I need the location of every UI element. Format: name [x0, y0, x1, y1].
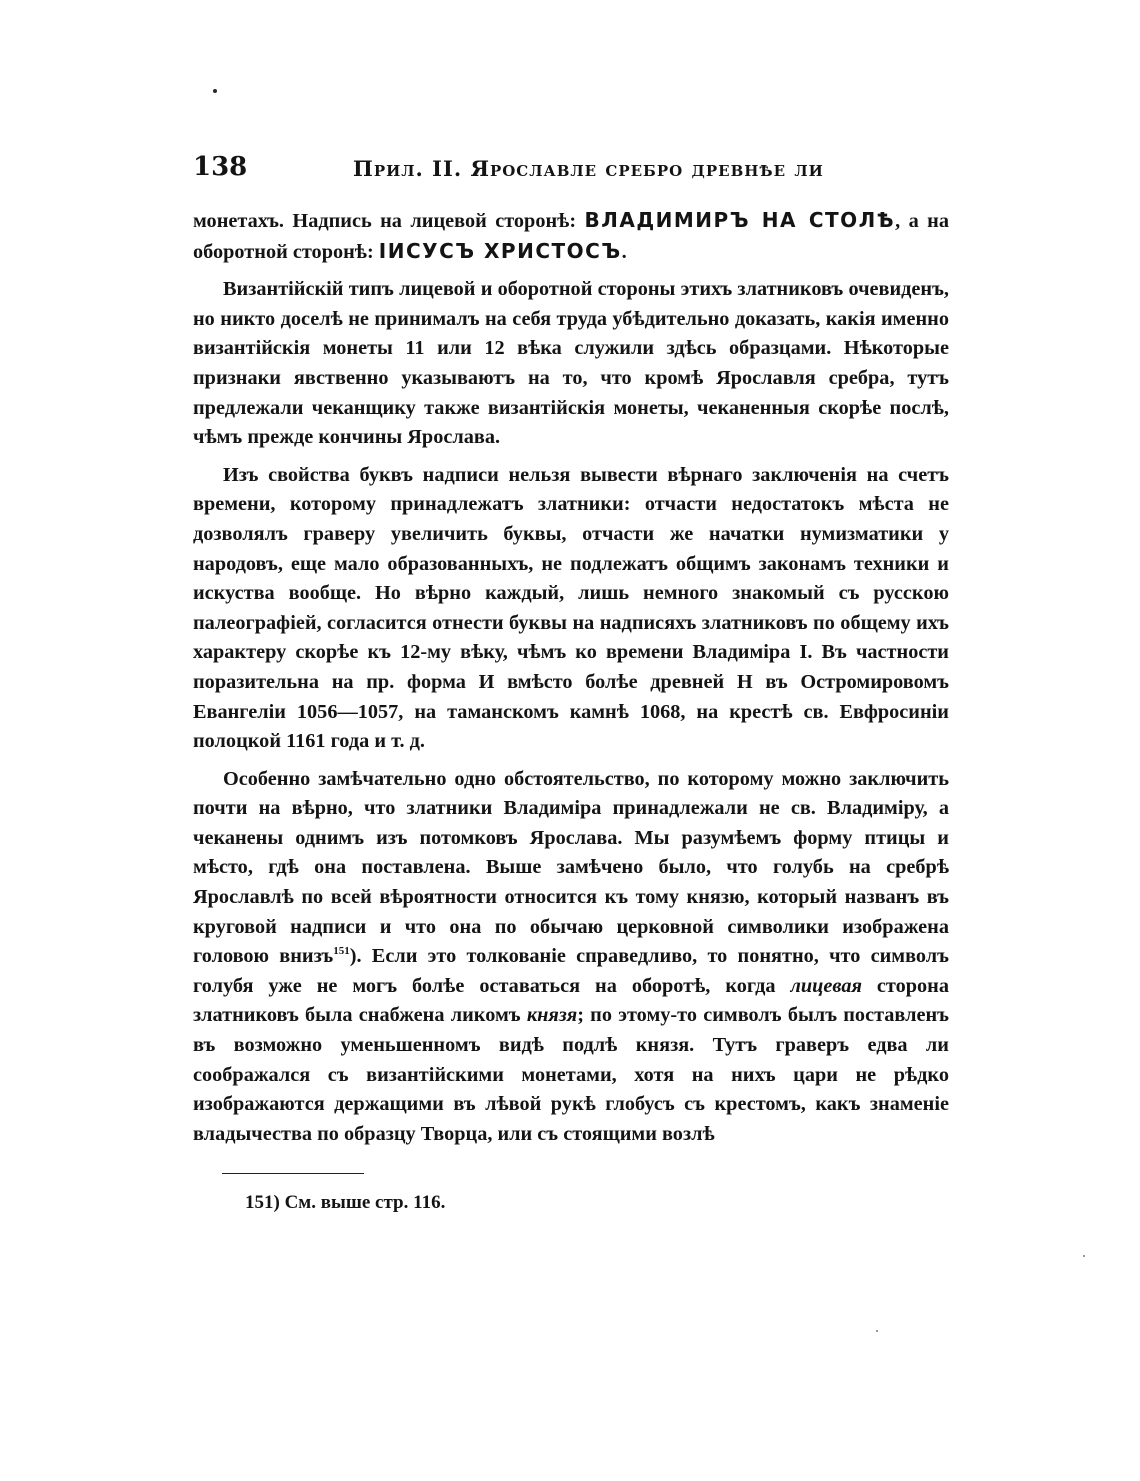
reverse-inscription: ІИСУСЪ ХРИСТОСЪ [378, 238, 622, 263]
paragraph-3: Изъ свойства буквъ надписи нельзя вывести вѣрнаго заключенія на счетъ времени, которому принадлежатъ златники: отчасти недостатокъ мѣста не дозволялъ граверу увеличить буквы, отчасти же начатки нумизматики у народовъ, еще мало образованныхъ, не подлежатъ общимъ законамъ техники и искуства вообще. Но вѣрно каждый, лишь немного знакомый съ русскою палеографіей, согласится отнести буквы на надписяхъ златниковъ по общему ихъ характеру скорѣе къ 12-му вѣку, чѣмъ ко времени Владиміра I. Въ частности поразительна на пр. форма И вмѣсто болѣе древней Н въ Остромировомъ Евангеліи 1056—1057, на таманскомъ камнѣ 1068, на крестѣ св. Евфросиніи полоцкой 1161 года и т. д. [193, 463, 949, 753]
main-text [193, 206, 949, 1157]
running-title: Прил. II. Ярославле сребро древнѣе ли [353, 156, 824, 181]
paragraph-1-text-b: , а на оборотной сторонѣ: [193, 210, 949, 263]
ink-speck [1083, 1255, 1085, 1257]
emphasis-knyazya: князя [526, 1004, 578, 1027]
ink-speck [876, 1330, 878, 1332]
footnote: 151) См. выше стр. 116. [245, 1192, 446, 1213]
paragraph-1-text-c: . [621, 240, 627, 263]
paragraph-4-text-a: Особенно замѣчательно одно обстоятельство, по которому можно заключить почти на вѣрно, что златники Владиміра принадлежали не св. Владиміру, а чеканены однимъ изъ потомковъ Ярослава. Мы разумѣемъ форму птицы и мѣсто, гдѣ она поставлена. Выше замѣчено было, что голубь на сребрѣ Ярославлѣ по всей вѣроятности относится къ тому князю, который названъ въ круговой надписи и что она по обычаю церковной символики изображена головою внизъ [193, 767, 949, 968]
page-number: 138 [193, 152, 248, 182]
paragraph-2: Византійскій типъ лицевой и оборотной стороны этихъ златниковъ очевиденъ, но никто доселѣ не принималъ на себя труда убѣдительно доказать, какія именно византійскія монеты 11 или 12 вѣка служили здѣсь образцами. Нѣкоторые признаки явственно указываютъ на то, что кромѣ Ярославля сребра, тутъ предлежали чеканщику также византійскія монеты, чеканенныя скорѣе послѣ, чѣмъ прежде кончины Ярослава. [193, 278, 949, 449]
emphasis-litsevaya: лицевая [790, 974, 862, 997]
footnote-divider [222, 1173, 364, 1174]
ink-speck [213, 89, 217, 93]
paragraph-1-text-a: монетахъ. Надпись на лицевой сторонѣ: [193, 210, 585, 232]
paragraph-4-text-b: ). Если это толкованіе справедливо, то понятно, что символъ голубя уже не могъ болѣе оставаться на оборотѣ, когда [193, 945, 949, 997]
paragraph-4 [193, 765, 949, 1150]
paragraph-4-text-d: ; по этому-то символъ былъ поставленъ въ возможно уменьшенномъ видѣ подлѣ князя. Тутъ граверъ едва ли соображался съ византійскими монетами, хотя на нихъ цари не рѣдко изображаются держащими въ лѣвой рукѣ глобусъ съ крестомъ, какъ знаменіе владычества по образцу Творца, или съ стоящими возлѣ [193, 1004, 949, 1145]
page-header [193, 152, 949, 192]
obverse-inscription: ВЛАДИМИРЪ НА СТОЛѢ [584, 208, 896, 232]
paragraph-1 [193, 206, 949, 267]
paragraph-4-text-c: сторона златниковъ была снабжена ликомъ [193, 974, 949, 1027]
footnote-reference: 151 [333, 945, 350, 958]
